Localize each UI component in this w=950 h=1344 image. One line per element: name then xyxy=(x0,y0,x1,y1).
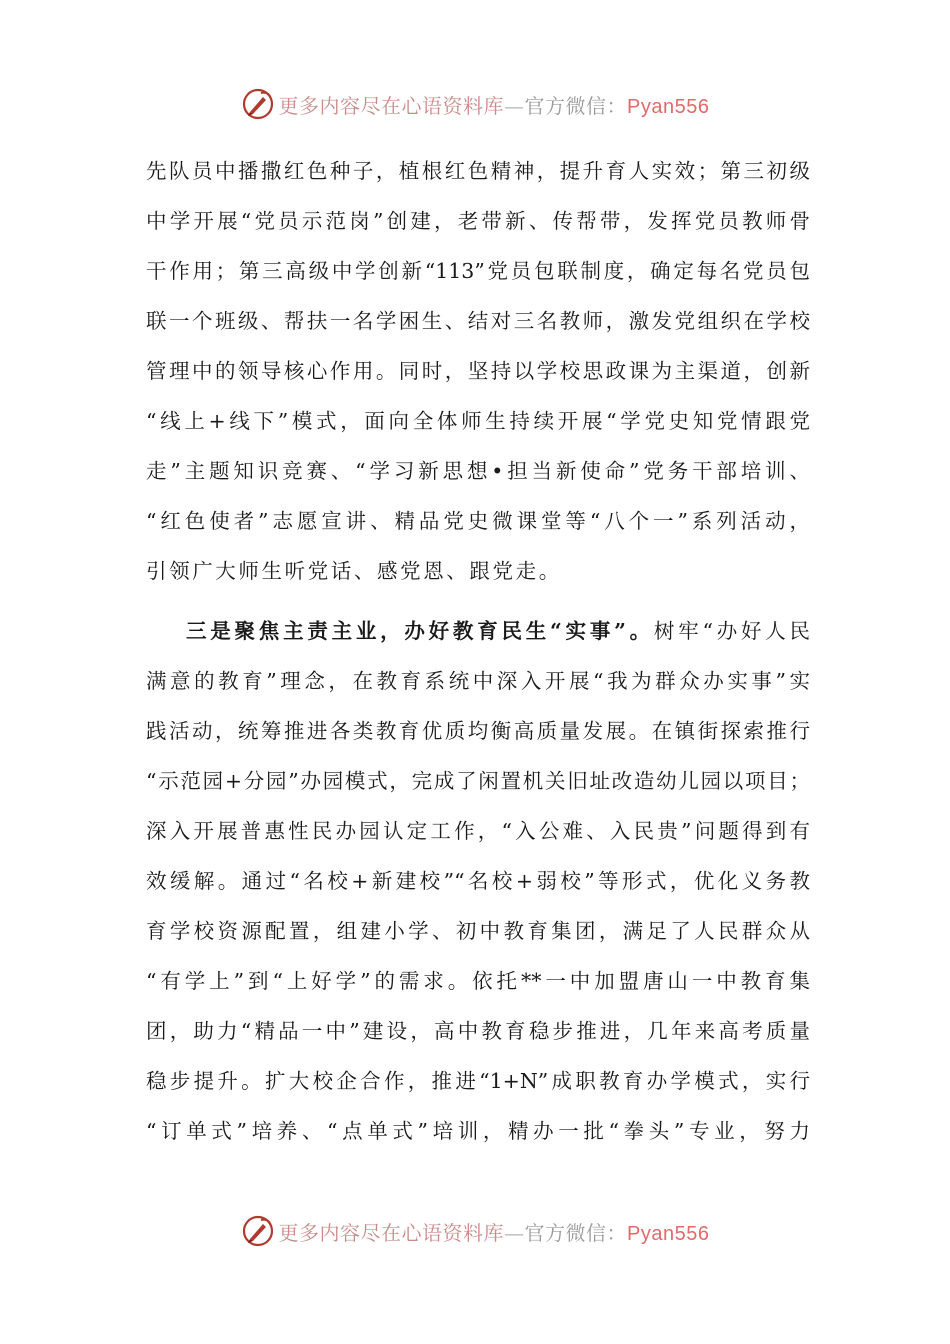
header-banner-text xyxy=(279,90,710,119)
paragraph-2 xyxy=(146,606,810,1156)
text-line: 引领广大师生听党话、感党恩、跟党走。 xyxy=(146,559,562,583)
paragraph-heading: 三是聚焦主责主业，办好教育民生“实事”。 xyxy=(186,619,654,643)
footer-banner-text xyxy=(279,1217,710,1246)
site-name: 更多内容尽在心语资料库 xyxy=(278,1220,505,1245)
text-line: “有学上”到“上好学”的需求。依托**一中加盟唐山一中教育集 xyxy=(146,969,810,993)
text-line: 中学开展“党员示范岗”创建，老带新、传帮带，发挥党员教师骨 xyxy=(146,209,810,233)
text-line: 联一个班级、帮扶一名学困生、结对三名教师，激发党组织在学校 xyxy=(146,309,810,333)
text-line: “线上+线下”模式，面向全体师生持续开展“学党史知党情跟党 xyxy=(146,409,810,433)
document-body xyxy=(146,146,810,1156)
wechat-label: 官方微信： xyxy=(524,1220,628,1245)
text-line: 干作用；第三高级中学创新“113”党员包联制度，确定每名党员包 xyxy=(146,259,810,283)
wechat-id: Pyan556 xyxy=(627,95,710,118)
text-line: 践活动，统筹推进各类教育优质均衡高质量发展。在镇街探索推行 xyxy=(146,719,810,743)
text-line: 满意的教育”理念，在教育系统中深入开展“我为群众办实事”实 xyxy=(146,669,810,693)
text-line: 团，助力“精品一中”建设，高中教育稳步推进，几年来高考质量 xyxy=(146,1019,810,1043)
text-line: 育学校资源配置，组建小学、初中教育集团，满足了人民群众从 xyxy=(146,919,810,943)
text-line: 效缓解。通过“名校+新建校”“名校+弱校”等形式，优化义务教 xyxy=(146,869,810,893)
text-line: 稳步提升。扩大校企合作，推进“1+N”成职教育办学模式，实行 xyxy=(146,1069,810,1093)
text-line: “示范园+分园”办园模式，完成了闲置机关旧址改造幼儿园以项目； xyxy=(146,769,810,793)
footer-banner xyxy=(0,1211,950,1251)
paragraph-1 xyxy=(146,146,810,596)
header-banner xyxy=(0,84,950,124)
text-line: “红色使者”志愿宣讲、精品党史微课堂等“八个一”系列活动， xyxy=(146,509,810,533)
dash-separator: — xyxy=(504,1220,525,1245)
text-line: “订单式”培养、“点单式”培训，精办一批“拳头”专业，努力 xyxy=(146,1119,810,1143)
text-line: 走”主题知识竞赛、“学习新思想•担当新使命”党务干部培训、 xyxy=(146,459,810,483)
paragraph-2-first-line-text: 树牢“办好人民 xyxy=(653,619,810,643)
pen-nib-icon xyxy=(241,87,275,121)
site-name: 更多内容尽在心语资料库 xyxy=(278,93,505,118)
text-line: 先队员中播撒红色种子，植根红色精神，提升育人实效；第三初级 xyxy=(146,159,810,183)
paragraph-2-first-line xyxy=(146,606,810,656)
dash-separator: — xyxy=(504,93,525,118)
wechat-id: Pyan556 xyxy=(627,1222,710,1245)
text-line: 管理中的领导核心作用。同时，坚持以学校思政课为主渠道，创新 xyxy=(146,359,810,383)
wechat-label: 官方微信： xyxy=(524,93,628,118)
pen-nib-icon xyxy=(241,1214,275,1248)
text-line: 深入开展普惠性民办园认定工作，“入公难、入民贵”问题得到有 xyxy=(146,819,810,843)
